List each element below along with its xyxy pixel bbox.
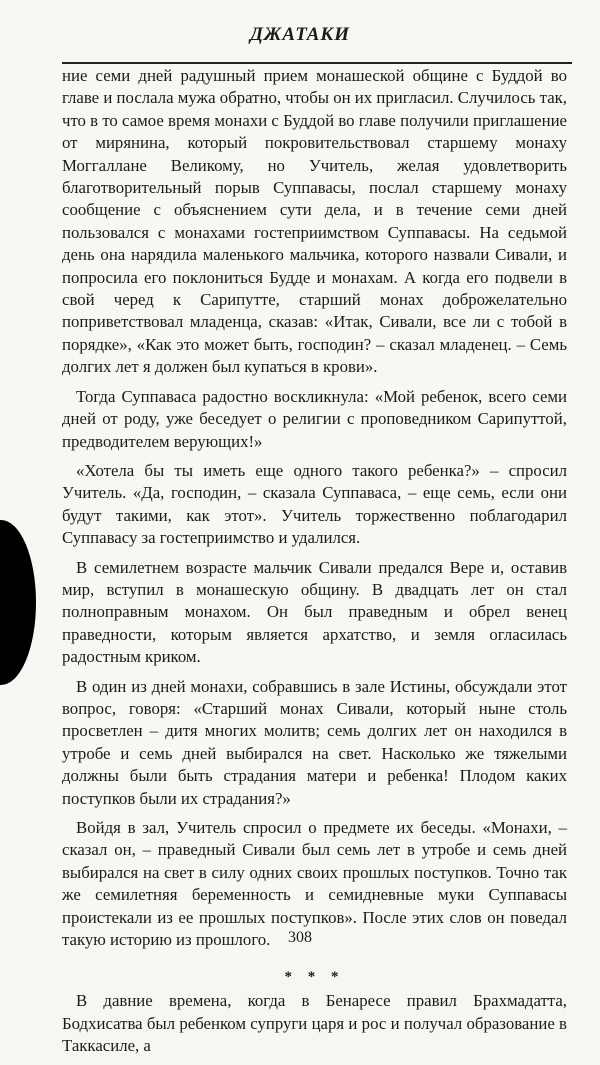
running-head-title: ДЖАТАКИ — [249, 24, 351, 45]
paragraph-6: Войдя в зал, Учитель спросил о предмете их беседы. «Монахи, – сказал он, – праведный Сивали был семь лет в утробе и семь дней выбирался на свет в силу одних своих прошлых поступков. Точно так же семилетняя беременность и семидневные муки Суппавасы проистекали из ее прошлых поступков». После этих слов он поведал такую историю из прошлого. — [62, 818, 567, 950]
paragraph-5: В один из дней монахи, собравшись в зале Истины, обсуждали этот вопрос, говоря: «Старший монах Сивали, который ныне столь просветлен – дитя многих молитв; семь долгих лет он находился в утробе и семь дней выбирался на свет. Насколько же тяжелыми должны были быть страдания матери и ребенка! Плодом каких поступков были их страдания?» — [62, 676, 567, 808]
thumb-shadow — [0, 520, 36, 685]
paragraph-3: «Хотела бы ты иметь еще одного такого ребенка?» – спросил Учитель. «Да, господин, – сказала Суппаваса, – еще семь, если они будут такими, как этот». Учитель торжественно поблагодарил Суппавасу за гостеприимство и удалился. — [62, 460, 567, 548]
paragraph-1: ние семи дней радушный прием монашеской общине с Буддой во главе и послала мужа обратно, чтобы он их пригласил. Случилось так, что в то самое время монахи с Буддой во главе получили приглашение от мирянина, который покровительствовал старшему монаху Моггаллане Великому, но Учитель, желая удовлетворить благотворительный порыв Суппавасы, послал старшему монаху сообщение с объяснением сути дела, и в течение семи дней пользовался с монахами гостеприимством Суппавасы. На седьмой день она нарядила маленького мальчика, которого назвали Сивали, и попросила его поклониться Будде и монахам. А когда его подвели в свой черед к Сарипутте, старший монах доброжелательно поприветствовал младенца, сказав: «Итак, Сивали, все ли с тобой в порядке», «Как это может быть, господин? – сказал младенец. – Семь долгих лет я должен был купаться в крови». — [62, 66, 567, 377]
header-rule — [62, 62, 572, 64]
page-number: 308 — [288, 929, 312, 946]
closing-paragraph: В давние времена, когда в Бенаресе правил Брахмадатта, Бодхисатва был ребенком супруги царя и рос и получал образование в Таккасиле, а — [62, 991, 567, 1056]
paragraph-4: В семилетнем возрасте мальчик Сивали предался Вере и, оставив мир, вступил в монашескую общину. В двадцать лет он стал полноправным монахом. Он был праведным и обрел венец праведности, которым является архатство, и земля огласилась радостным криком. — [62, 557, 567, 667]
paragraph-2: Тогда Суппаваса радостно воскликнула: «Мой ребенок, всего семи дней от роду, уже беседует о религии с проповедником Сарипуттой, предводителем верующих!» — [62, 386, 567, 451]
page-body — [62, 65, 567, 1065]
section-divider: * * * — [284, 969, 345, 986]
